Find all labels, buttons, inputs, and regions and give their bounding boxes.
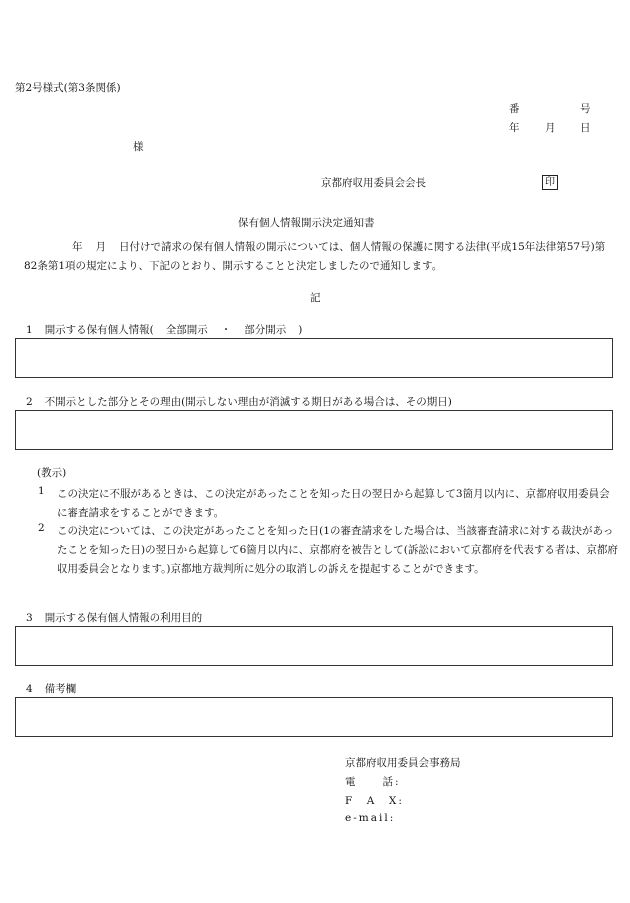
body-text: 日付けで請求の保有個人情報の開示については、個人情報の保護に関する法律(平成15年法律第57号)第82条第1項の規定により、下記のとおり、開示することと決定しましたので通知します。 bbox=[24, 241, 606, 272]
body-month: 月 bbox=[95, 241, 106, 253]
date-day-label: 日 bbox=[580, 122, 591, 134]
contact-fax-label: F A X: bbox=[345, 795, 404, 807]
section-1-number: 1 bbox=[26, 324, 33, 336]
section-4-field[interactable] bbox=[15, 697, 613, 737]
contact-tel-label: 電 話: bbox=[345, 776, 401, 788]
option-separator: ・ bbox=[220, 324, 232, 336]
body-year: 年 bbox=[72, 241, 83, 253]
notice-body bbox=[24, 238, 614, 276]
contact-email-label: e-mail: bbox=[345, 812, 396, 824]
section-4-label: 備考欄 bbox=[44, 683, 77, 695]
section-1-heading bbox=[26, 322, 302, 337]
instruction-item-1-number: 1 bbox=[38, 485, 45, 497]
section-1-label: 開示する保有個人情報( bbox=[44, 324, 154, 336]
section-1-field[interactable] bbox=[15, 338, 613, 378]
sender-name: 京都府収用委員会会長 bbox=[321, 177, 426, 189]
instruction-item-2: この決定については、この決定があったことを知った日(1の審査請求をした場合は、当該審査請求に対する裁決があったことを知った日)の翌日から起算して6箇月以内に、京都府を被告として(訴訟において京都府を代表する者は、京都府収用委員会となります。)京都地方裁判所に処分の取消しの訴えを提起することができます。 bbox=[57, 525, 618, 575]
section-2-field[interactable] bbox=[15, 410, 613, 450]
instruction-item-2-number: 2 bbox=[38, 522, 45, 534]
section-4-number: 4 bbox=[26, 683, 33, 695]
section-2-heading bbox=[26, 394, 452, 409]
ki-mark: 記 bbox=[310, 292, 321, 304]
instruction-item-1: この決定に不服があるときは、この決定があったことを知った日の翌日から起算して3箇月以内に、京都府収用委員会に審査請求をすることができます。 bbox=[57, 488, 610, 519]
section-3-field[interactable] bbox=[15, 626, 613, 666]
section-2-label: 不開示とした部分とその理由(開示しない理由が消滅する期日がある場合は、その期日) bbox=[44, 396, 452, 408]
date-month-label: 月 bbox=[545, 122, 556, 134]
addressee-suffix: 様 bbox=[133, 141, 144, 153]
section-1-close: ) bbox=[298, 324, 303, 336]
section-3-number: 3 bbox=[26, 612, 33, 624]
form-number: 第2号様式(第3条関係) bbox=[15, 82, 121, 94]
seal-mark: 印 bbox=[542, 175, 558, 190]
option-full-disclosure[interactable]: 全部開示 bbox=[165, 324, 208, 336]
contact-office: 京都府収用委員会事務局 bbox=[345, 757, 461, 769]
document-title: 保有個人情報開示決定通知書 bbox=[238, 217, 375, 229]
section-3-label: 開示する保有個人情報の利用目的 bbox=[44, 612, 203, 624]
date-year-label: 年 bbox=[509, 122, 520, 134]
section-2-number: 2 bbox=[26, 396, 33, 408]
document-number-ban: 番 bbox=[509, 103, 520, 115]
section-4-heading bbox=[26, 681, 76, 696]
section-3-heading bbox=[26, 610, 202, 625]
instruction-heading: (教示) bbox=[37, 467, 67, 479]
document-number-go: 号 bbox=[580, 103, 591, 115]
option-partial-disclosure[interactable]: 部分開示 bbox=[244, 324, 287, 336]
